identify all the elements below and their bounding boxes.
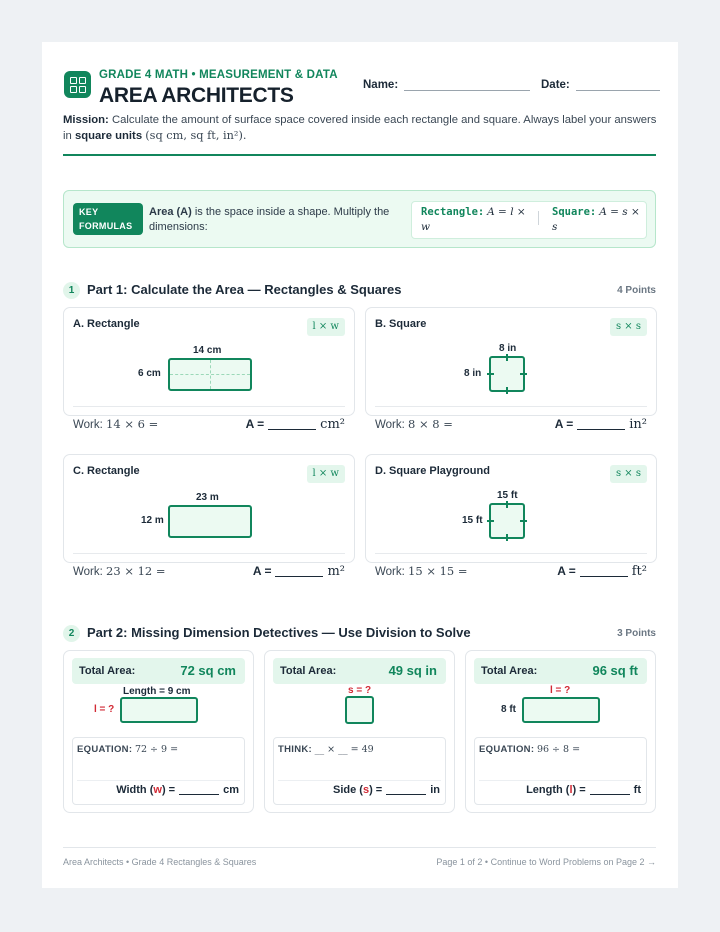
side-dimension: 8 in <box>464 368 482 379</box>
square-shape <box>489 356 525 392</box>
work-line: Work: 8 × 8 = <box>375 417 453 431</box>
page-title: AREA ARCHITECTS <box>99 84 294 107</box>
top-dimension: l = ? <box>550 685 571 696</box>
mission-units: (sq cm, sq ft, in²). <box>145 129 247 142</box>
name-field[interactable] <box>363 78 530 91</box>
rectangle-shape <box>168 358 252 391</box>
formula-panel <box>411 201 647 239</box>
problem-card-d: D. Square Playground s × s 15 ft 15 ft Work: 15 × 15 = A = ft² <box>365 454 657 563</box>
square-formula: Square: A = s × s <box>552 206 640 233</box>
answer-blank[interactable]: Length (l) = ft <box>526 784 641 796</box>
work-line: Work: 14 × 6 = <box>73 417 159 431</box>
top-dimension: s = ? <box>348 685 372 696</box>
work-line: Work: 15 × 15 = <box>375 564 468 578</box>
total-area-bar: Total Area: 72 sq cm <box>72 658 245 684</box>
answer-blank[interactable]: A = in² <box>554 417 647 432</box>
equation-box: EQUATION: 96 ÷ 8 = Length (l) = ft <box>474 737 647 805</box>
header-divider <box>63 154 656 156</box>
side-dimension: 15 ft <box>462 515 483 526</box>
answer-blank[interactable]: A = m² <box>252 564 345 579</box>
part2-number: 2 <box>63 625 80 642</box>
subject-kicker: GRADE 4 MATH • MEASUREMENT & DATA <box>99 69 338 81</box>
total-area-bar: Total Area: 96 sq ft <box>474 658 647 684</box>
total-area-bar: Total Area: 49 sq in <box>273 658 446 684</box>
formula-pill: l × w <box>307 465 346 483</box>
date-field[interactable] <box>541 78 660 91</box>
answer-blank[interactable]: Width (w) = cm <box>116 784 239 796</box>
mission-bold: square units <box>74 130 143 142</box>
detective-card-3 <box>465 650 656 813</box>
rectangle-shape <box>522 697 600 723</box>
grid-icon <box>64 71 91 98</box>
side-dimension: 6 cm <box>138 368 161 379</box>
footer-divider <box>63 847 656 848</box>
worksheet-page <box>42 42 678 888</box>
top-dimension: 14 cm <box>193 345 222 356</box>
name-label: Name: <box>363 79 399 91</box>
detective-card-1 <box>63 650 254 813</box>
rectangle-shape <box>120 697 198 723</box>
formulas-description: Area (A) is the space inside a shape. Multiply the dimensions: <box>149 206 390 233</box>
key-formulas-box <box>63 190 656 248</box>
part1-points: 4 Points <box>617 285 656 296</box>
part1-number: 1 <box>63 282 80 299</box>
detective-card-2 <box>264 650 455 813</box>
answer-blank[interactable]: A = cm² <box>245 417 345 432</box>
problem-card-c: C. Rectangle l × w 23 m 12 m Work: 23 × 12 = A = m² <box>63 454 355 563</box>
footer-left: Area Architects • Grade 4 Rectangles & Squares <box>63 857 257 867</box>
problem-card-a: A. Rectangle l × w 14 cm 6 cm Work: 14 × 6 = A = cm² <box>63 307 355 416</box>
top-dimension: 8 in <box>499 343 517 354</box>
mission-text <box>63 112 663 144</box>
formula-pill: s × s <box>610 318 647 336</box>
footer-right: Page 1 of 2 • Continue to Word Problems on Page 2 → <box>436 857 656 867</box>
square-shape <box>489 503 525 539</box>
side-dimension: l = ? <box>94 704 115 715</box>
problem-card-b: B. Square s × s 8 in 8 in Work: 8 × 8 = A = in² <box>365 307 657 416</box>
date-label: Date: <box>541 79 570 91</box>
part1-heading: 1 Part 1: Calculate the Area — Rectangles & Squares <box>63 282 402 299</box>
mission-label: Mission: <box>63 114 109 126</box>
top-dimension: Length = 9 cm <box>123 686 191 697</box>
equation-box: EQUATION: 72 ÷ 9 = Width (w) = cm <box>72 737 245 805</box>
top-dimension: 15 ft <box>497 490 518 501</box>
answer-blank[interactable]: A = ft² <box>557 564 647 579</box>
rectangle-formula: Rectangle: A = l × w <box>421 206 526 233</box>
square-shape <box>345 696 374 724</box>
equation-box: THINK: __ × __ = 49 Side (s) = in <box>273 737 446 805</box>
side-dimension: 12 m <box>141 515 164 526</box>
formula-pill: s × s <box>610 465 647 483</box>
work-line: Work: 23 × 12 = <box>73 564 166 578</box>
side-dimension: 8 ft <box>501 704 516 715</box>
formula-pill: l × w <box>307 318 346 336</box>
key-formulas-tag: KEY FORMULAS <box>73 203 143 235</box>
top-dimension: 23 m <box>196 492 219 503</box>
part2-heading: 2 Part 2: Missing Dimension Detectives — Use Division to Solve <box>63 625 471 642</box>
answer-blank[interactable]: Side (s) = in <box>332 784 440 796</box>
rectangle-shape <box>168 505 252 538</box>
mission-body: Calculate the amount of surface space covered inside each rectangle and square. Always label your answers in <box>63 114 657 142</box>
part2-points: 3 Points <box>617 628 656 639</box>
